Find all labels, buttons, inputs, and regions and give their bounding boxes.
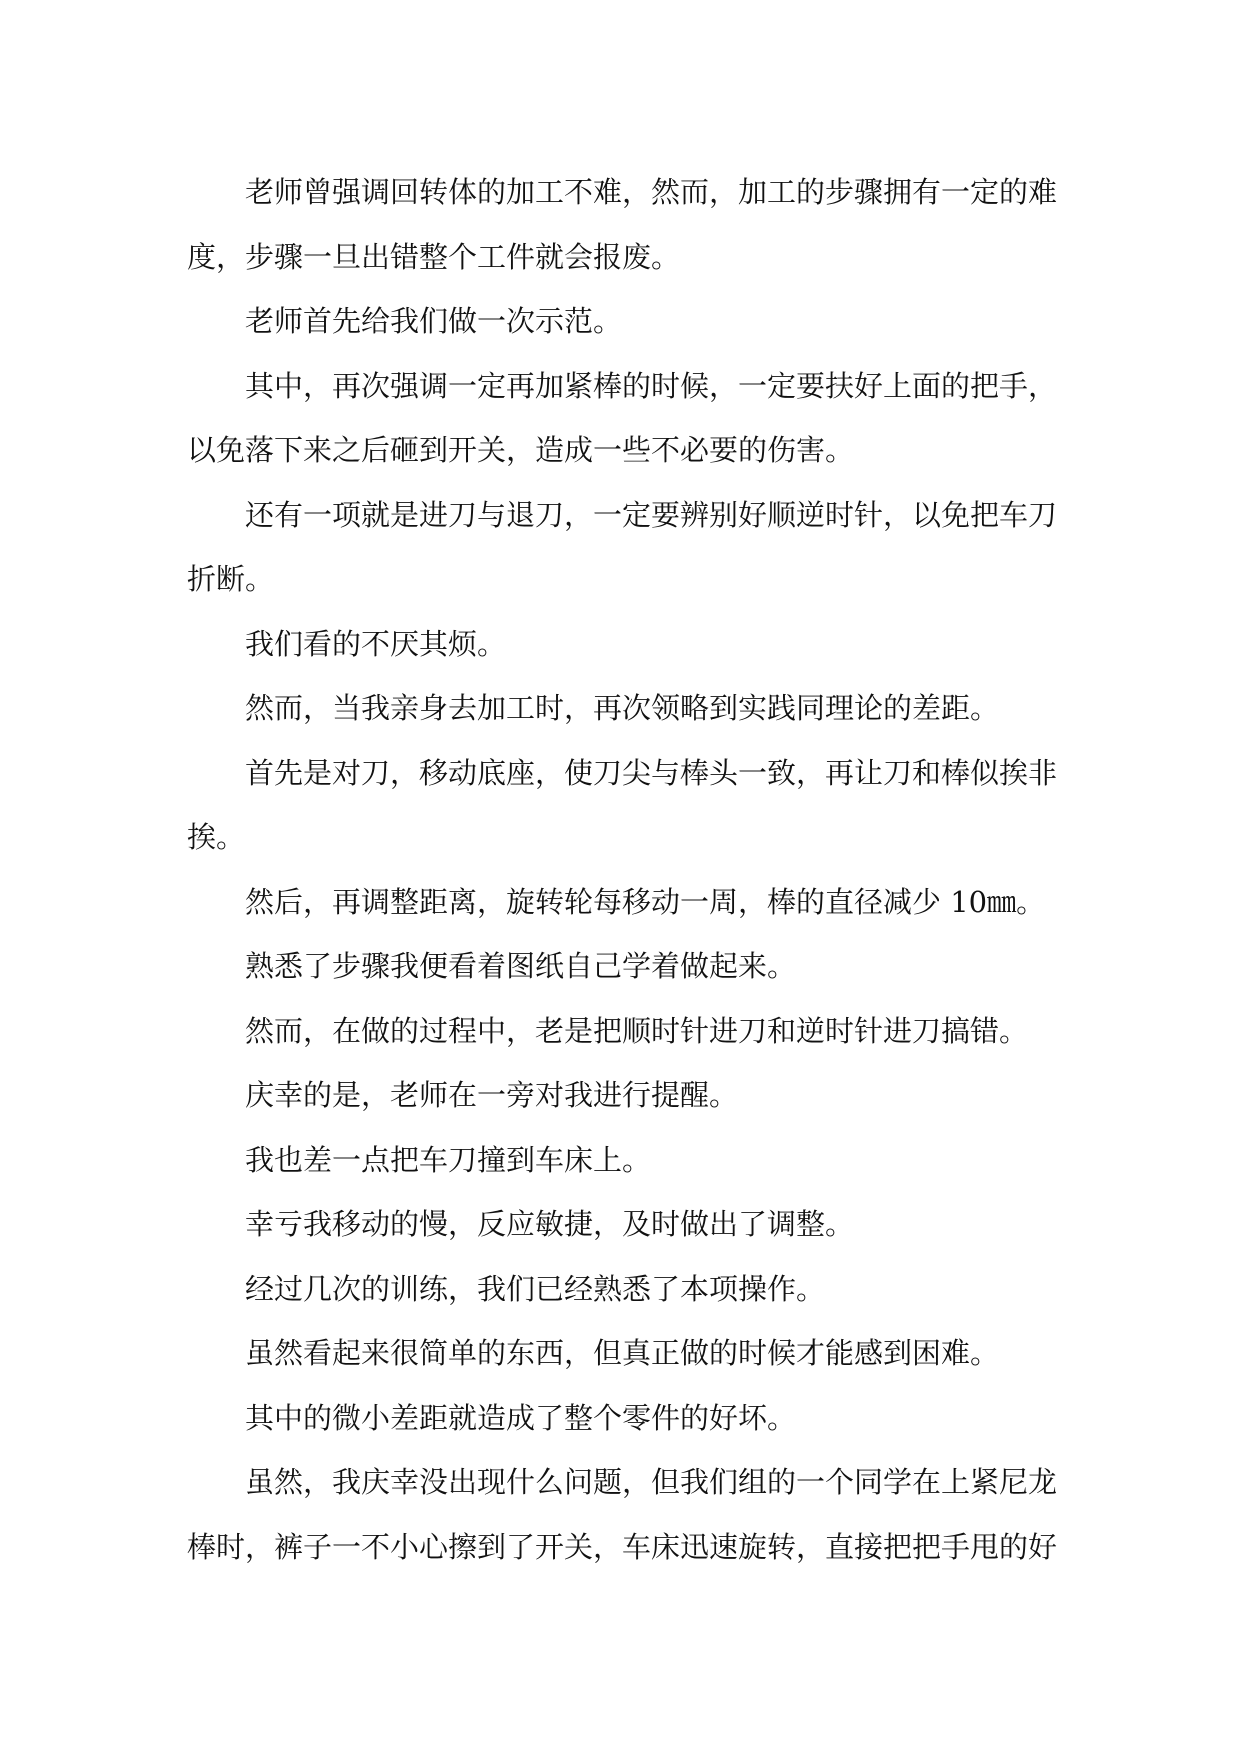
paragraph: [187, 612, 1055, 677]
paragraph: [187, 934, 1055, 999]
paragraph: [187, 999, 1055, 1064]
paragraph: [187, 1450, 1058, 1579]
paragraph: [187, 1257, 1055, 1322]
paragraph-line: 以免落下来之后砸到开关，造成一些不必要的伤害。: [187, 433, 855, 467]
paragraph: [187, 741, 1058, 870]
paragraph: [187, 870, 1055, 935]
paragraph: [187, 160, 1058, 289]
paragraph: [187, 483, 1058, 612]
paragraph-line: 虽然看起来很简单的东西，但真正做的时候才能感到困难。: [245, 1336, 1000, 1370]
paragraph-line: 还有一项就是进刀与退刀，一定要辨别好顺逆时针，以免把车刀: [245, 497, 1058, 532]
paragraph-line: 庆幸的是，老师在一旁对我进行提醒。: [245, 1078, 739, 1112]
paragraph-line: 其中，再次强调一定再加紧棒的时候，一定要扶好上面的把手，: [245, 368, 1058, 403]
paragraph: [187, 1192, 1055, 1257]
paragraph: [187, 289, 1055, 354]
paragraph-line: 然后，再调整距离，旋转轮每移动一周，棒的直径减少 10㎜。: [245, 884, 1046, 919]
paragraph-line: 然而，在做的过程中，老是把顺时针进刀和逆时针进刀搞错。: [245, 1013, 1029, 1048]
paragraph: [187, 1063, 1055, 1128]
paragraph-line: 其中的微小差距就造成了整个零件的好坏。: [245, 1400, 797, 1435]
paragraph: [187, 1321, 1055, 1386]
paragraph-line: 老师首先给我们做一次示范。: [245, 304, 623, 338]
paragraph-line: 度，步骤一旦出错整个工件就会报废。: [187, 239, 681, 274]
paragraph-line: 熟悉了步骤我便看着图纸自己学着做起来。: [245, 949, 797, 983]
paragraph-line: 首先是对刀，移动底座，使刀尖与棒头一致，再让刀和棒似挨非: [245, 755, 1058, 790]
paragraph-line: 我们看的不厌其烦。: [245, 626, 507, 661]
paragraph-line: 挨。: [187, 820, 246, 854]
paragraph: [187, 1386, 1055, 1451]
paragraph-line: 经过几次的训练，我们已经熟悉了本项操作。: [245, 1271, 826, 1306]
paragraph: [187, 1128, 1055, 1193]
paragraph-line: 虽然，我庆幸没出现什么问题，但我们组的一个同学在上紧尼龙: [245, 1465, 1058, 1499]
paragraph: [187, 354, 1058, 483]
paragraph-line: 我也差一点把车刀撞到车床上。: [245, 1142, 652, 1177]
paragraph-line: 幸亏我移动的慢，反应敏捷，及时做出了调整。: [245, 1207, 855, 1241]
paragraph-line: 老师曾强调回转体的加工不难，然而，加工的步骤拥有一定的难: [245, 175, 1058, 209]
paragraph-line: 然而，当我亲身去加工时，再次领略到实践同理论的差距。: [245, 691, 1000, 725]
paragraph: [187, 676, 1055, 741]
paragraph-line: 折断。: [187, 562, 275, 596]
document-body: [187, 160, 1058, 1579]
paragraph-line: 棒时，裤子一不小心擦到了开关，车床迅速旋转，直接把把手甩的好: [187, 1529, 1058, 1564]
